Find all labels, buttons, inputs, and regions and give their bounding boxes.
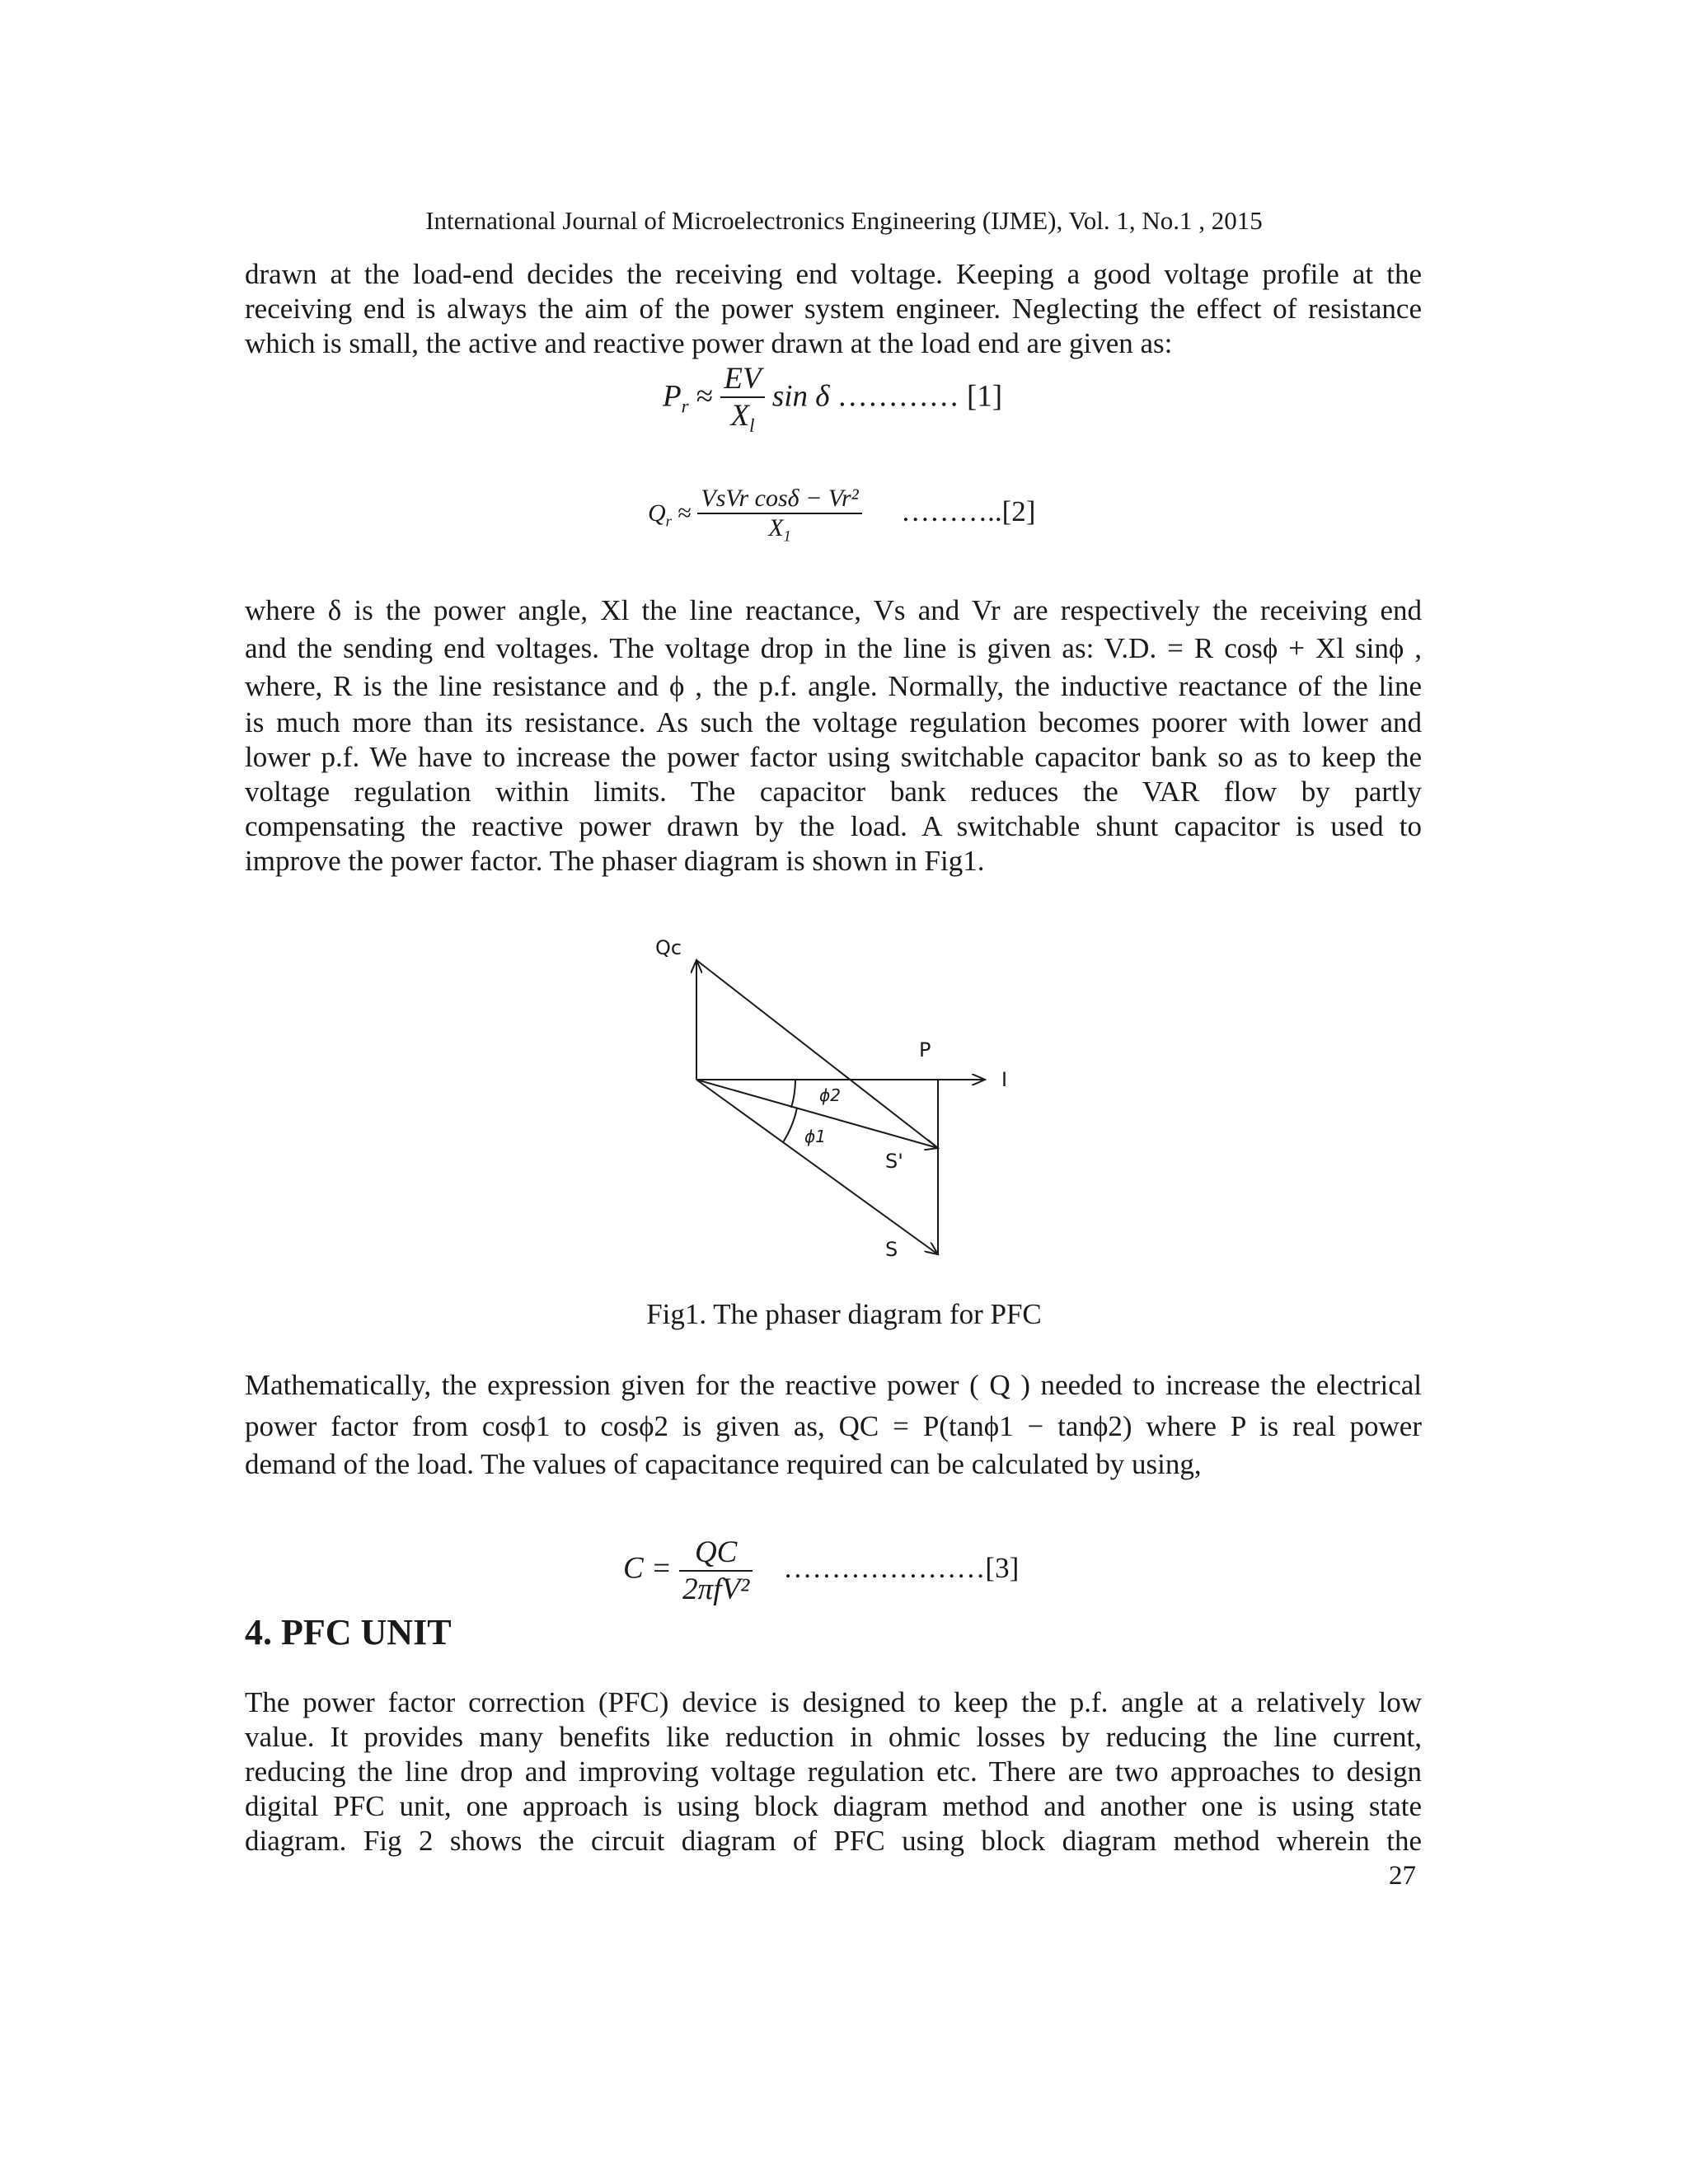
- equation-number: ………..[2]: [901, 495, 1036, 528]
- page-number: 27: [1389, 1861, 1416, 1891]
- equation-2: $Q_r$ ≈ $\frac{\text{VsVr cosδ − Vr²}}{X_1}$ ………..[2]: [648, 485, 1036, 546]
- paragraph-intro: [245, 257, 1422, 361]
- equation-1: $P_r$ ≈ $\frac{EV}{X_l}$ sin δ ………… [1]: [663, 362, 1003, 437]
- phi2-arc: [791, 1080, 795, 1108]
- text-line: digital PFC unit, one approach is using block diagram method and another one is using state: [245, 1790, 1422, 1822]
- text-line: voltage regulation within limits. The capacitor bank reduces the VAR flow by partly: [245, 776, 1422, 808]
- fraction: $\frac{EV}{X_l}$: [720, 361, 764, 437]
- text-line: drawn at the load-end decides the receiving end voltage. Keeping a good voltage profile at the: [245, 258, 1422, 290]
- text-line: value. It provides many benefits like reduction in ohmic losses by reducing the line current,: [245, 1721, 1422, 1753]
- text-line: which is small, the active and reactive power drawn at the load end are given as:: [245, 327, 1173, 359]
- equation-number: …………………[3]: [783, 1552, 1020, 1585]
- text-line: compensating the reactive power drawn by the load. A switchable shunt capacitor is used to: [245, 810, 1422, 842]
- label-qc: Qc: [655, 940, 682, 959]
- text-line: lower p.f. We have to increase the power factor using switchable capacitor bank so as to keep the: [245, 741, 1422, 773]
- text-line: where, R is the line resistance and ϕ , the p.f. angle. Normally, the inductive reactance of the line: [245, 670, 1422, 702]
- paragraph-math: [245, 1365, 1422, 1482]
- text-line: Mathematically, the expression given for the reactive power ( Q ) needed to increase the electrical: [245, 1369, 1422, 1401]
- paragraph-explanation: [245, 592, 1422, 879]
- phasor-diagram: [643, 940, 1055, 1269]
- text-line: diagram. Fig 2 shows the circuit diagram of PFC using block diagram method wherein the: [245, 1825, 1422, 1857]
- journal-header: International Journal of Microelectronics Engineering (IJME), Vol. 1, No.1 , 2015: [425, 206, 1263, 235]
- text-line: power factor from cosϕ1 to cosϕ2 is given as, QC = P(tanϕ1 − tanϕ2) where P is real power: [245, 1410, 1422, 1442]
- label-s: S: [885, 1238, 898, 1261]
- section-title: 4. PFC UNIT: [245, 1612, 452, 1652]
- label-i: I: [1001, 1068, 1008, 1091]
- phi1-arc: [783, 1108, 797, 1142]
- label-s-prime: S': [885, 1150, 903, 1173]
- text-line: improve the power factor. The phaser diagram is shown in Fig1.: [245, 845, 985, 877]
- paragraph-pfc-unit: [245, 1685, 1422, 1858]
- fraction: $\frac{\text{VsVr cosδ − Vr²}}{X_1}$: [697, 485, 861, 546]
- label-phi2: ϕ2: [819, 1085, 841, 1105]
- text-line: The power factor correction (PFC) device is designed to keep the p.f. angle at a relatively low: [245, 1686, 1422, 1718]
- text-line: receiving end is always the aim of the power system engineer. Neglecting the effect of resistance: [245, 293, 1422, 325]
- qc-shift-line: [696, 960, 938, 1148]
- equation-3: C = $\frac{QC}{\text{2πfV²}}$ …………………[3]: [623, 1535, 1020, 1606]
- label-p: P: [919, 1038, 931, 1062]
- figure-caption: Fig1. The phaser diagram for PFC: [646, 1298, 1042, 1330]
- text-line: reducing the line drop and improving voltage regulation etc. There are two approaches to design: [245, 1755, 1422, 1788]
- label-phi1: ϕ1: [804, 1127, 826, 1146]
- text-line: and the sending end voltages. The voltage drop in the line is given as: V.D. = R cosϕ + Xl sinϕ ,: [245, 632, 1422, 664]
- text-line: demand of the load. The values of capacitance required can be calculated by using,: [245, 1448, 1202, 1480]
- equation-number: ………… [1]: [837, 379, 1003, 414]
- text-line: is much more than its resistance. As such the voltage regulation becomes poorer with lower and: [245, 706, 1422, 738]
- text-line: where δ is the power angle, Xl the line reactance, Vs and Vr are respectively the receiving end: [245, 594, 1422, 626]
- fraction: $\frac{QC}{\text{2πfV²}}$: [679, 1535, 753, 1607]
